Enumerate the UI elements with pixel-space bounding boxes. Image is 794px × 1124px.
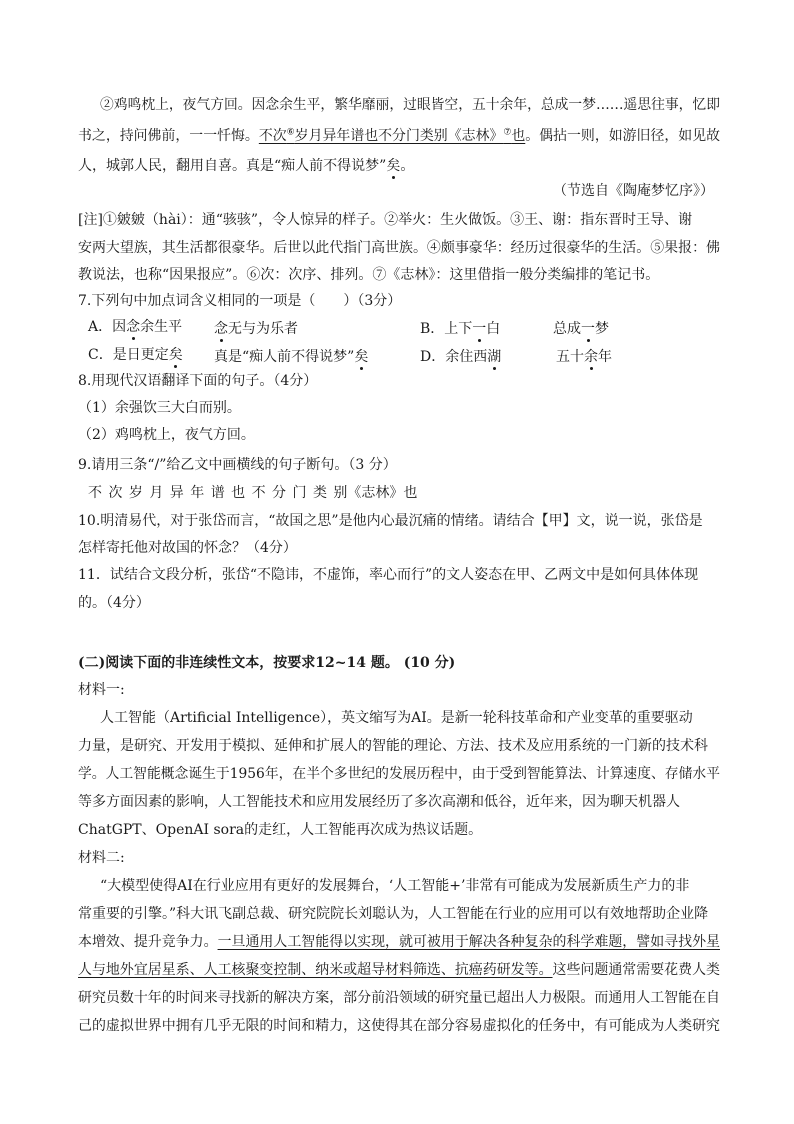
material-2-line: 己的虚拟世界中拥有几乎无限的时间和精力，这使得其在部分容易虚拟化的任务中，有可能成为人类研究: [78, 1018, 721, 1034]
material-1-line: ChatGPT、OpenAI sora的走红，人工智能再次成为热议话题。: [78, 822, 483, 838]
note-line: 教说法，也称“因果报应”。⑥次：次序、排列。⑦《志林》：这里借指一般分类编排的笔记书。: [78, 267, 660, 283]
material-2-label: 材料二:: [78, 850, 125, 866]
material-2-line: 人与地外宜居星系、人工核聚变控制、纳米或超导材料筛选、抗癌药研发等。这些问题通常需要花费人类: [78, 962, 721, 978]
question-9-sentence: 不 次 岁 月 异 年 谱 也 不 分 门 类 别《志林》也: [88, 485, 418, 501]
material-1-line: 学。人工智能概念诞生于1956年，在半个多世纪的发展历程中，由于受到智能算法、计算速度、存储水平: [78, 766, 720, 782]
question-11: 11．试结合文段分析，张岱“不隐讳，不虚饰，率心而行”的文人姿态在甲、乙两文中是如何具体体现: [78, 567, 699, 583]
question-11-cont: 的。（4分）: [78, 595, 150, 611]
material-1-line: 人工智能（Artificial Intelligence），英文缩写为AI。是新一轮科技革命和产业变革的重要驱动: [100, 710, 693, 726]
q7-option-a-second: 念无与为乐者: [214, 321, 298, 337]
q7-option-c: C．是日更定矣: [88, 347, 183, 363]
material-1-line: 力量，是研究、开发用于模拟、延伸和扩展人的智能的理论、方法、技术及应用系统的一门新的技术科: [78, 738, 708, 754]
q7-option-b-second: 总成一梦: [553, 321, 609, 337]
material-1-line: 等多方面因素的影响，人工智能技术和应用发展经历了多次高潮和低谷，近年来，因为聊天机器人: [78, 794, 680, 810]
underlined-sentence: 人与地外宜居星系、人工核聚变控制、纳米或超导材料筛选、抗癌药研发等。: [78, 962, 553, 978]
question-8-stem: 8.用现代汉语翻译下面的句子。（4分）: [78, 373, 318, 389]
material-2-line: 研究员数十年的时间来寻找新的解决方案，部分前沿领域的研究量已超出人力极限。而通用人工智能在自: [78, 990, 721, 1006]
section-2-title: (二)阅读下面的非连续性文本，按要求12~14 题。 (10 分): [78, 655, 456, 671]
source-citation: （节选自《陶庵梦忆序》）: [553, 183, 714, 199]
passage-line: 人，城郭人民，翻用自喜。真是“痴人前不得说梦”矣。: [78, 158, 415, 174]
underlined-sentence: 一旦通用人工智能得以实现，就可被用于解决各种复杂的科学难题，譬如寻找外星: [217, 934, 721, 950]
q7-option-b: B．上下一白: [420, 321, 501, 337]
question-9-stem: 9.请用三条“/”给乙文中画横线的句子断句。（3 分）: [78, 457, 397, 473]
question-10: 10.明清易代，对于张岱而言，“故国之思”是他内心最沉痛的情绪。请结合【甲】文，说一说，张岱是: [78, 513, 703, 529]
material-2-line: “大模型使得AI在行业应用有更好的发展舞台，‘人工智能+’非常有可能成为发展新质生产力的非: [100, 878, 690, 894]
material-2-line: 常重要的引擎。”科大讯飞副总裁、研究院院长刘聪认为，人工智能在行业的应用可以有效地帮助企业降: [78, 906, 709, 922]
material-2-line: 本增效、提升竞争力。一旦通用人工智能得以实现，就可被用于解决各种复杂的科学难题，譬如寻找外星: [78, 934, 721, 950]
question-8-sentence: （1）余强饮三大白而别。: [78, 400, 241, 416]
question-8-sentence: （2）鸡鸣枕上，夜气方回。: [78, 427, 255, 443]
material-1-label: 材料一:: [78, 682, 125, 698]
q7-option-a: A．因念余生平: [88, 319, 183, 335]
q7-option-c-second: 真是“痴人前不得说梦”矣: [214, 349, 369, 365]
question-7-stem: 7.下列句中加点词含义相同的一项是（ ）（3分）: [78, 293, 402, 309]
q7-option-d-second: 五十余年: [556, 349, 612, 365]
passage-line: ②鸡鸣枕上，夜气方回。因念余生平，繁华靡丽，过眼皆空，五十余年，总成一梦……遥思往事，忆即: [100, 97, 720, 113]
underlined-sentence: 不次⑥岁月异年谱也不分门类别《志林》⑦也: [258, 127, 526, 144]
question-10-cont: 怎样寄托他对故国的怀念？（4分）: [78, 540, 297, 556]
note-line: 安两大望族，其生活都很豪华。后世以此代指门高世族。④颇事豪华：经历过很豪华的生活。⑤果报：佛: [78, 240, 721, 256]
passage-line: 书之，持问佛前，一一忏悔。不次⑥岁月异年谱也不分门类别《志林》⑦也。偶拈一则，如游旧径，如见故: [78, 127, 721, 144]
q7-option-d: D．余住西湖: [420, 349, 502, 365]
note-line: [注]①皴皴（hài）：通“骇骇”，令人惊异的样子。②举火：生火做饭。③王、谢：指东晋时王导、谢: [78, 212, 693, 228]
dotted-char: 矣: [386, 158, 401, 174]
